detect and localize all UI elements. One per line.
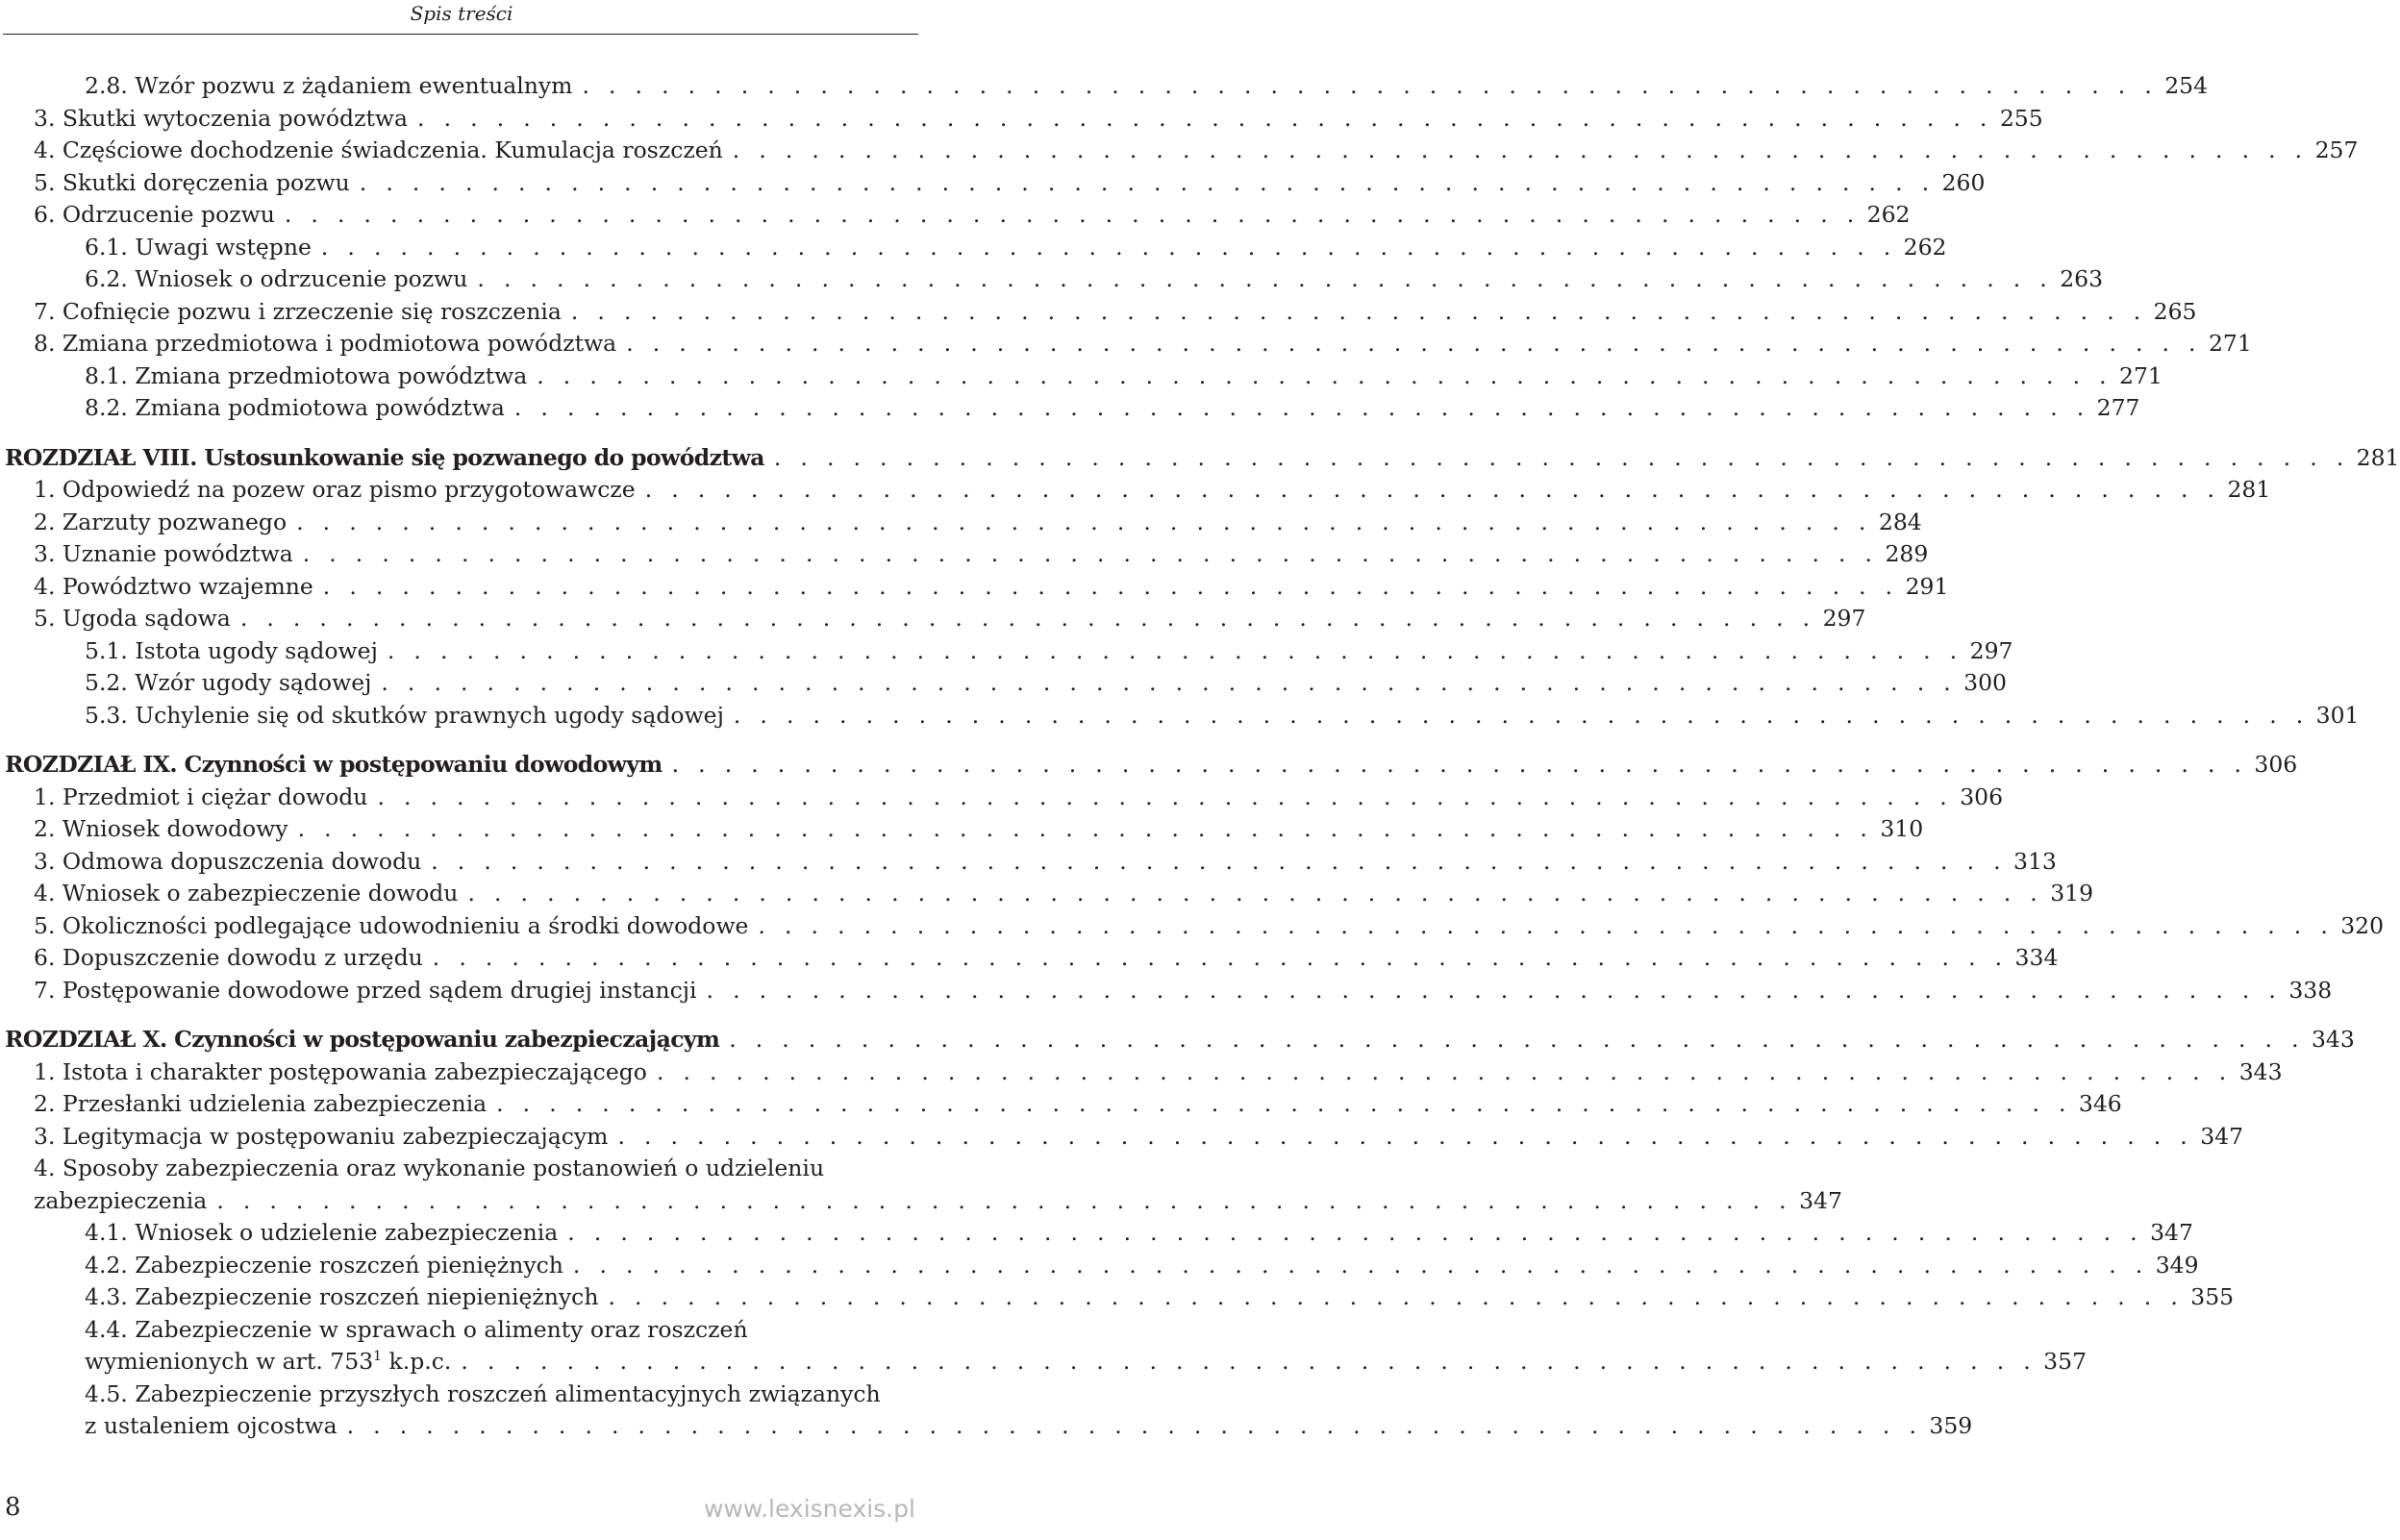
toc-entry-text: 8.1. Zmiana przedmiotowa powództwa xyxy=(85,361,528,389)
dot-leader: . . . . . . . . . . . . . . . . . . . . . . . . . . . . . . . . . . . . . . . . . . . . . . . . . . . . . . . . . . . . xyxy=(359,168,1936,196)
toc-page-number: 271 xyxy=(2119,361,2162,389)
dot-leader: . . . . . . . . . . . . . . . . . . . . . . . . . . . . . . . . . . . . . . . . . . . . . . . . . . . . . . . . . . . . xyxy=(322,572,1899,600)
toc-entry-text: ROZDZIAŁ X. Czynności w postępowaniu zabezpieczającym xyxy=(5,1026,720,1053)
toc-entry xyxy=(5,700,2360,733)
toc-entry-text: 5. Okoliczności podlegające udowodnieniu a środki dowodowe xyxy=(34,911,749,939)
toc-entry xyxy=(5,846,2057,879)
dot-leader: . . . . . . . . . . . . . . . . . . . . . . . . . . . . . . . . . . . . . . . . . . . . . . . . . . . . . . . . . . . . xyxy=(644,476,2221,503)
header-divider xyxy=(3,34,918,35)
toc-page-number: 346 xyxy=(2078,1090,2122,1117)
dot-leader: . . . . . . . . . . . . . . . . . . . . . . . . . . . . . . . . . . . . . . . . . . . . . . . . . . . . . . . . . . . . xyxy=(216,1186,1792,1214)
toc-page-number: 301 xyxy=(2315,701,2360,729)
running-header xyxy=(0,0,923,37)
dot-leader: . . . . . . . . . . . . . . . . . . . . . . . . . . . . . . . . . . . . . . . . . . . . . . . . . . . . . . . . . . . . xyxy=(729,1026,2305,1053)
dot-leader: . . . . . . . . . . . . . . . . . . . . . . . . . . . . . . . . . . . . . . . . . . . . . . . . . . . . . . . . . . . . xyxy=(656,1057,2233,1085)
superscript: 1 xyxy=(373,1349,383,1364)
dot-leader: . . . . . . . . . . . . . . . . . . . . . . . . . . . . . . . . . . . . . . . . . . . . . . . . . . . . . . . . . . . . xyxy=(567,1219,2143,1246)
dot-leader: . . . . . . . . . . . . . . . . . . . . . . . . . . . . . . . . . . . . . . . . . . . . . . . . . . . . . . . . . . . . xyxy=(537,361,2112,389)
toc-entry-continuation xyxy=(34,1185,207,1218)
toc-entry-text: 3. Uznanie powództwa xyxy=(34,540,293,567)
dot-leader: . . . . . . . . . . . . . . . . . . . . . . . . . . . . . . . . . . . . . . . . . . . . . . . . . . . . . . . . . . . . xyxy=(706,976,2283,1004)
toc-entry xyxy=(5,975,2333,1007)
toc-entry xyxy=(5,328,2252,360)
dot-leader: . . . . . . . . . . . . . . . . . . . . . . . . . . . . . . . . . . . . . . . . . . . . . . . . . . . . . . . . . . . . xyxy=(284,201,1861,228)
toc-page-number: 319 xyxy=(2050,880,2094,907)
toc-entry xyxy=(5,878,2094,910)
toc-entry-continuation xyxy=(85,1410,338,1443)
toc-page-number: 349 xyxy=(2155,1251,2199,1279)
toc-page-number: 281 xyxy=(2227,476,2271,503)
toc-chapter-heading xyxy=(5,442,2400,475)
toc-entry-text: 3. Legitymacja w postępowaniu zabezpieczającym xyxy=(34,1122,609,1150)
toc-entry xyxy=(5,667,2008,700)
dot-leader: . . . . . . . . . . . . . . . . . . . . . . . . . . . . . . . . . . . . . . . . . . . . . . . . . . . . . . . . . . . . xyxy=(297,815,1874,842)
toc-entry-text: ROZDZIAŁ VIII. Ustosunkowanie się pozwanego do powództwa xyxy=(5,443,764,471)
toc-entry xyxy=(5,1250,2199,1282)
toc-page-number: 357 xyxy=(2043,1348,2088,1375)
dot-leader: . . . . . . . . . . . . . . . . . . . . . . . . . . . . . . . . . . . . . . . . . . . . . . . . . . . . . . . . . . . . xyxy=(387,636,1963,664)
toc-page-number: 271 xyxy=(2208,330,2252,357)
toc-entry-text: 4.5. Zabezpieczenie przyszłych roszczeń alimentacyjnych związanych xyxy=(85,1379,881,1407)
table-of-contents xyxy=(5,70,2400,1443)
toc-entry xyxy=(5,571,1949,604)
toc-chapter-heading xyxy=(5,1024,2355,1056)
dot-leader: . . . . . . . . . . . . . . . . . . . . . . . . . . . . . . . . . . . . . . . . . . . . . . . . . . . . . . . . . . . . xyxy=(733,701,2310,729)
toc-page-number: 297 xyxy=(1822,605,1866,632)
toc-entry xyxy=(5,813,1924,846)
toc-page-number: 355 xyxy=(2190,1283,2235,1310)
toc-page-number: 297 xyxy=(1969,636,2013,664)
dot-leader: . . . . . . . . . . . . . . . . . . . . . . . . . . . . . . . . . . . . . . . . . . . . . . . . . . . . . . . . . . . . xyxy=(296,508,1872,535)
dot-leader: . . . . . . . . . . . . . . . . . . . . . . . . . . . . . . . . . . . . . . . . . . . . . . . . . . . . . . . . . . . . xyxy=(626,330,2202,357)
dot-leader: . . . . . . . . . . . . . . . . . . . . . . . . . . . . . . . . . . . . . . . . . . . . . . . . . . . . . . . . . . . . xyxy=(431,847,2007,875)
toc-page-number: 306 xyxy=(2254,751,2298,778)
toc-entry xyxy=(5,70,2209,103)
toc-entry-text: 8.2. Zmiana podmiotowa powództwa xyxy=(85,394,505,421)
toc-chapter-heading xyxy=(5,749,2298,782)
dot-leader: . . . . . . . . . . . . . . . . . . . . . . . . . . . . . . . . . . . . . . . . . . . . . . . . . . . . . . . . . . . . xyxy=(758,911,2335,939)
toc-entry-text: 8. Zmiana przedmiotowa i podmiotowa powództwa xyxy=(34,330,617,357)
toc-page-number: 262 xyxy=(1903,233,1947,261)
toc-entry xyxy=(5,232,1947,264)
dot-leader: . . . . . . . . . . . . . . . . . . . . . . . . . . . . . . . . . . . . . . . . . . . . . . . . . . . . . . . . . . . . xyxy=(467,880,2044,907)
toc-entry-text: 1. Istota i charakter postępowania zabezpieczającego xyxy=(34,1057,647,1085)
toc-entry xyxy=(5,1410,1973,1443)
toc-page-number: 359 xyxy=(1929,1412,1973,1439)
toc-page-number: 263 xyxy=(2060,265,2104,292)
toc-entry-text: 4. Powództwo wzajemne xyxy=(34,572,313,600)
toc-entry-text: 5.3. Uchylenie się od skutków prawnych ugody sądowej xyxy=(85,701,724,729)
toc-entry xyxy=(5,1088,2122,1121)
toc-entry xyxy=(5,1281,2235,1314)
toc-entry-text: 4.1. Wniosek o udzielenie zabezpieczenia xyxy=(85,1219,559,1246)
toc-page-number: 277 xyxy=(2096,394,2140,421)
toc-page-number: 343 xyxy=(2238,1057,2283,1085)
toc-entry-text: 2.8. Wzór pozwu z żądaniem ewentualnym xyxy=(85,72,573,99)
toc-page-number: 284 xyxy=(1878,508,1922,535)
dot-leader: . . . . . . . . . . . . . . . . . . . . . . . . . . . . . . . . . . . . . . . . . . . . . . . . . . . . . . . . . . . . xyxy=(239,605,1816,632)
toc-page-number: 320 xyxy=(2340,911,2385,939)
dot-leader: . . . . . . . . . . . . . . . . . . . . . . . . . . . . . . . . . . . . . . . . . . . . . . . . . . . . . . . . . . . . xyxy=(320,233,1897,261)
toc-entry-text: 2. Wniosek dowodowy xyxy=(34,815,288,842)
toc-page-number: 338 xyxy=(2288,976,2333,1004)
toc-entry xyxy=(5,1056,2283,1089)
toc-page-number: 257 xyxy=(2314,137,2359,163)
toc-entry-text: 6. Odrzucenie pozwu xyxy=(34,201,275,228)
dot-leader: . . . . . . . . . . . . . . . . . . . . . . . . . . . . . . . . . . . . . . . . . . . . . . . . . . . . . . . . . . . . xyxy=(773,443,2350,471)
toc-page-number: 300 xyxy=(1963,669,2008,696)
dot-leader: . . . . . . . . . . . . . . . . . . . . . . . . . . . . . . . . . . . . . . . . . . . . . . . . . . . . . . . . . . . . xyxy=(671,751,2248,778)
toc-page-number: 334 xyxy=(2014,944,2059,971)
toc-entry-text: 4.2. Zabezpieczenie roszczeń pieniężnych xyxy=(85,1251,563,1279)
toc-entry xyxy=(5,1346,2088,1379)
toc-page-number: 347 xyxy=(1799,1186,1842,1214)
toc-page-number: 291 xyxy=(1905,572,1949,600)
dot-leader: . . . . . . . . . . . . . . . . . . . . . . . . . . . . . . . . . . . . . . . . . . . . . . . . . . . . . . . . . . . . xyxy=(582,72,2159,99)
toc-page-number: 343 xyxy=(2311,1026,2355,1053)
dot-leader: . . . . . . . . . . . . . . . . . . . . . . . . . . . . . . . . . . . . . . . . . . . . . . . . . . . . . . . . . . . . xyxy=(477,265,2054,292)
toc-page-number: 254 xyxy=(2164,72,2209,99)
toc-entry-text: 3. Skutki wytoczenia powództwa xyxy=(34,104,409,132)
dot-leader: . . . . . . . . . . . . . . . . . . . . . . . . . . . . . . . . . . . . . . . . . . . . . . . . . . . . . . . . . . . . xyxy=(513,394,2090,421)
toc-page-number: 289 xyxy=(1885,540,1929,567)
toc-entry xyxy=(5,910,2385,943)
dot-leader: . . . . . . . . . . . . . . . . . . . . . . . . . . . . . . . . . . . . . . . . . . . . . . . . . . . . . . . . . . . . xyxy=(496,1090,2072,1117)
toc-entry-text: 2. Przesłanki udzielenia zabezpieczenia xyxy=(34,1090,488,1117)
toc-entry-text: 1. Przedmiot i ciężar dowodu xyxy=(34,782,368,810)
toc-page-number: 347 xyxy=(2200,1122,2244,1150)
page-number: 8 xyxy=(5,1493,21,1522)
toc-entry-text: 3. Odmowa dopuszczenia dowodu xyxy=(34,847,422,875)
toc-entry xyxy=(5,199,1911,232)
toc-entry xyxy=(5,474,2271,507)
toc-entry-text: 4. Wniosek o zabezpieczenie dowodu xyxy=(34,880,459,907)
toc-entry-text: 7. Cofnięcie pozwu i zrzeczenie się roszczenia xyxy=(34,297,562,325)
toc-entry-text: 6. Dopuszczenie dowodu z urzędu xyxy=(34,944,423,971)
toc-entry-text: 6.2. Wniosek o odrzucenie pozwu xyxy=(85,265,468,292)
toc-entry xyxy=(5,635,2013,668)
toc-entry xyxy=(5,1217,2193,1250)
toc-entry xyxy=(5,538,1929,571)
toc-entry xyxy=(5,782,2004,814)
toc-entry-text: 4.3. Zabezpieczenie roszczeń niepieniężnych xyxy=(85,1283,599,1310)
toc-entry-text: 4. Częściowe dochodzenie świadczenia. Kumulacja roszczeń xyxy=(34,137,723,163)
dot-leader: . . . . . . . . . . . . . . . . . . . . . . . . . . . . . . . . . . . . . . . . . . . . . . . . . . . . . . . . . . . . xyxy=(381,669,1958,696)
toc-entry-text: 7. Postępowanie dowodowe przed sądem drugiej instancji xyxy=(34,976,697,1004)
toc-entry-text: 5.1. Istota ugody sądowej xyxy=(85,636,378,664)
toc-entry-text: 2. Zarzuty pozwanego xyxy=(34,508,288,535)
dot-leader: . . . . . . . . . . . . . . . . . . . . . . . . . . . . . . . . . . . . . . . . . . . . . . . . . . . . . . . . . . . . xyxy=(417,104,1993,132)
toc-entry xyxy=(5,1185,1842,1218)
toc-page-number: 310 xyxy=(1880,815,1924,842)
publisher-website: www.lexisnexis.pl xyxy=(704,1495,915,1523)
toc-page-number: 265 xyxy=(2153,297,2197,325)
header-title: Spis treści xyxy=(410,2,513,25)
dot-leader: . . . . . . . . . . . . . . . . . . . . . . . . . . . . . . . . . . . . . . . . . . . . . . . . . . . . . . . . . . . . xyxy=(346,1412,1923,1439)
toc-entry-text: 5. Skutki doręczenia pozwu xyxy=(34,168,350,196)
dot-leader: . . . . . . . . . . . . . . . . . . . . . . . . . . . . . . . . . . . . . . . . . . . . . . . . . . . . . . . . . . . . xyxy=(461,1348,2038,1375)
toc-entry xyxy=(5,507,1922,539)
dot-leader: . . . . . . . . . . . . . . . . . . . . . . . . . . . . . . . . . . . . . . . . . . . . . . . . . . . . . . . . . . . . xyxy=(432,944,2009,971)
toc-entry-text: 5. Ugoda sądowa xyxy=(34,605,231,632)
toc-entry xyxy=(5,103,2043,136)
toc-page-number: 347 xyxy=(2150,1219,2193,1246)
toc-page-number: 262 xyxy=(1866,201,1911,228)
toc-entry-text: ROZDZIAŁ IX. Czynności w postępowaniu dowodowym xyxy=(5,751,662,778)
toc-page-number: 260 xyxy=(1941,168,1986,196)
toc-page-number: 255 xyxy=(1999,104,2043,132)
toc-entry-continuation xyxy=(85,1346,451,1379)
toc-entry xyxy=(5,942,2059,975)
toc-entry-text: 5.2. Wzór ugody sądowej xyxy=(85,669,372,696)
toc-entry-text: 4. Sposoby zabezpieczenia oraz wykonanie postanowień o udzieleniu xyxy=(34,1155,825,1181)
dot-leader: . . . . . . . . . . . . . . . . . . . . . . . . . . . . . . . . . . . . . . . . . . . . . . . . . . . . . . . . . . . . xyxy=(732,137,2309,163)
toc-entry-continuation-suffix: k.p.c. xyxy=(382,1348,452,1375)
toc-entry xyxy=(5,263,2104,296)
dot-leader: . . . . . . . . . . . . . . . . . . . . . . . . . . . . . . . . . . . . . . . . . . . . . . . . . . . . . . . . . . . . xyxy=(572,1251,2149,1279)
toc-entry xyxy=(5,167,1986,200)
toc-page-number: 281 xyxy=(2356,443,2400,471)
toc-entry xyxy=(5,135,2359,167)
dot-leader: . . . . . . . . . . . . . . . . . . . . . . . . . . . . . . . . . . . . . . . . . . . . . . . . . . . . . . . . . . . . xyxy=(302,540,1879,567)
toc-entry-text: 6.1. Uwagi wstępne xyxy=(85,233,312,261)
dot-leader: . . . . . . . . . . . . . . . . . . . . . . . . . . . . . . . . . . . . . . . . . . . . . . . . . . . . . . . . . . . . xyxy=(617,1122,2194,1150)
dot-leader: . . . . . . . . . . . . . . . . . . . . . . . . . . . . . . . . . . . . . . . . . . . . . . . . . . . . . . . . . . . . xyxy=(608,1283,2185,1310)
toc-entry-continuation-text: z ustaleniem ojcostwa xyxy=(85,1412,338,1439)
dot-leader: . . . . . . . . . . . . . . . . . . . . . . . . . . . . . . . . . . . . . . . . . . . . . . . . . . . . . . . . . . . . xyxy=(570,297,2147,325)
toc-entry-continuation-text: wymienionych w art. 753 xyxy=(85,1348,374,1375)
toc-entry-text: 1. Odpowiedź na pozew oraz pismo przygotowawcze xyxy=(34,476,636,503)
toc-page-number: 306 xyxy=(1960,782,2004,810)
toc-entry xyxy=(5,296,2197,329)
toc-entry xyxy=(5,603,1866,635)
toc-page-number: 313 xyxy=(2013,847,2057,875)
toc-entry xyxy=(5,360,2162,393)
toc-entry xyxy=(5,392,2140,425)
toc-entry-text: 4.4. Zabezpieczenie w sprawach o alimenty oraz roszczeń xyxy=(85,1315,748,1343)
toc-entry xyxy=(5,1121,2244,1154)
dot-leader: . . . . . . . . . . . . . . . . . . . . . . . . . . . . . . . . . . . . . . . . . . . . . . . . . . . . . . . . . . . . xyxy=(377,782,1954,810)
toc-entry-continuation-text: zabezpieczenia xyxy=(34,1186,208,1214)
